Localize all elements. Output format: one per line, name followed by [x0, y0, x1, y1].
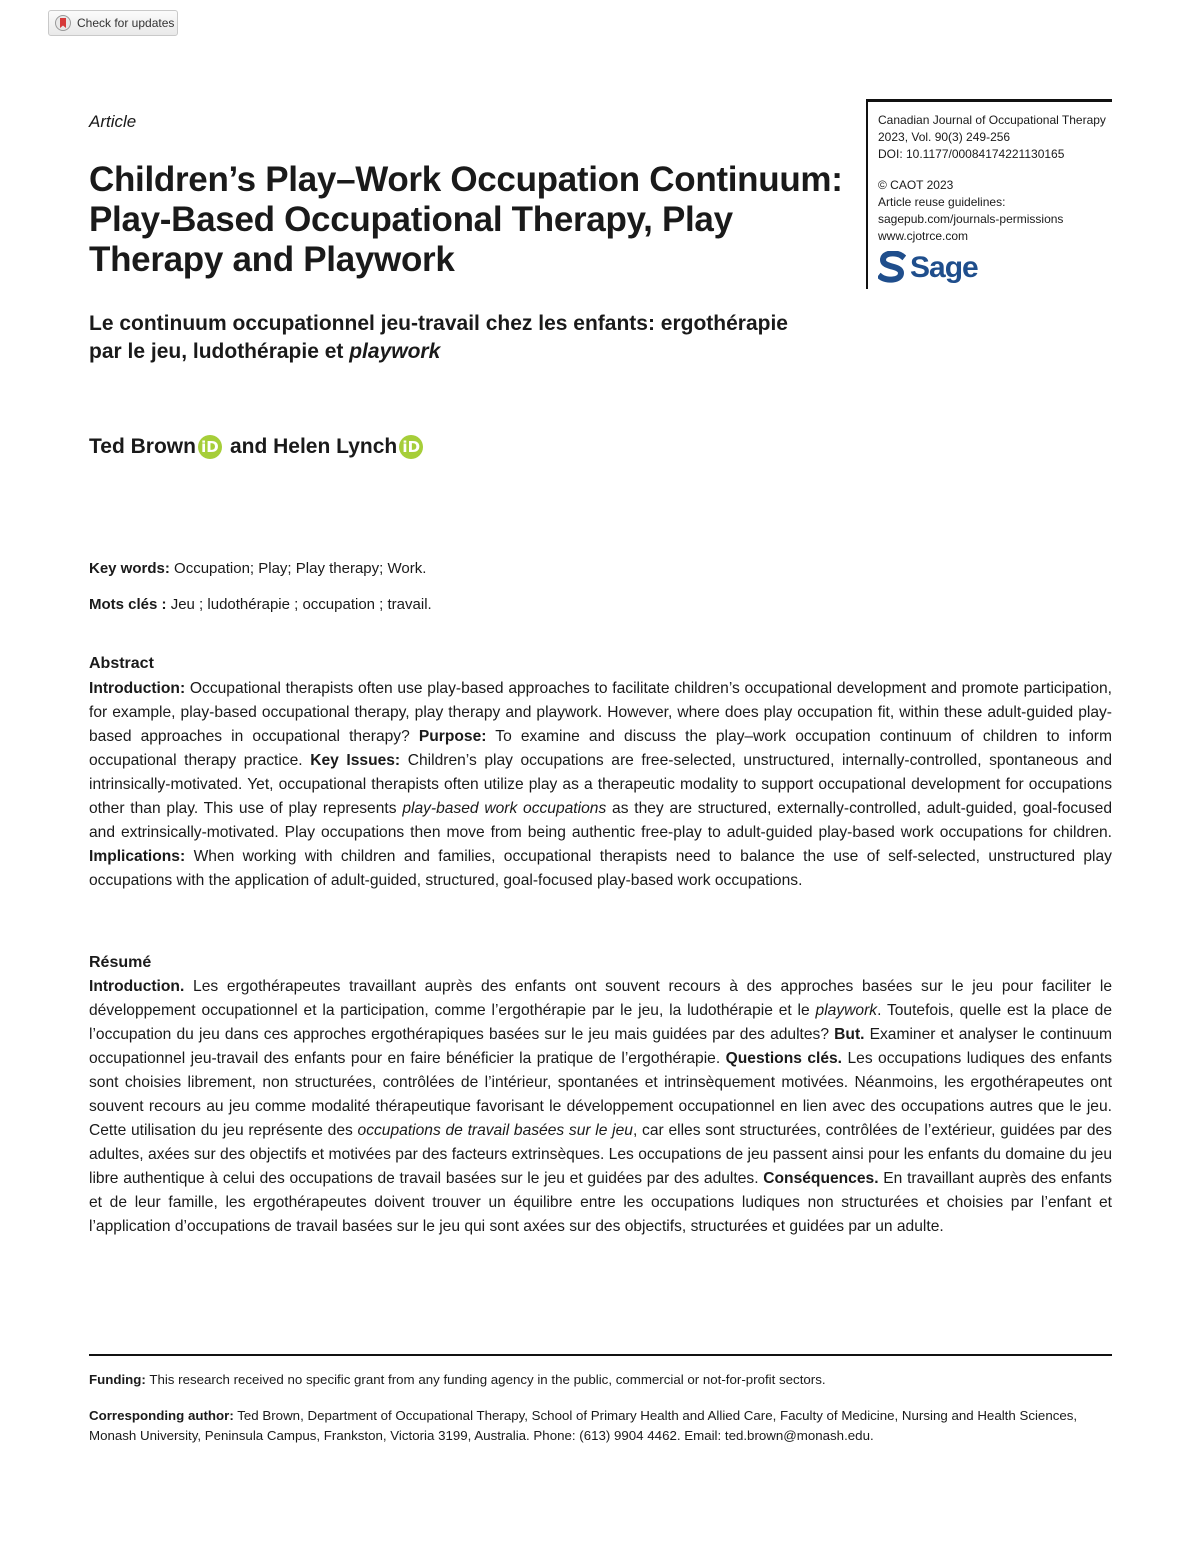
author-ted-brown: Ted Brown [89, 435, 196, 458]
french-title-line-1: Le continuum occupationnel jeu-travail chez les enfants: ergothérapie [89, 312, 788, 335]
journal-doi[interactable]: DOI: 10.1177/00084174221130165 [878, 147, 1065, 161]
funding-note [89, 1370, 1112, 1390]
journal-site-link[interactable]: www.cjotrce.com [878, 229, 969, 243]
resume-questions-text-b: , car elles sont structurées, contrôlées de l’extérieur, guidées par des adultes, axées sur des objectifs et motivées par des facteurs extrinsèques. Les occupations de jeu passent ainsi pour les enfants du domaine du jeu libre authentique à celui des occupations de travail basées sur le jeu et guidées par des adultes. [89, 1122, 1112, 1187]
keywords-en-value: Occupation; Play; Play therapy; Work. [174, 560, 427, 577]
reuse-label: Article reuse guidelines: [878, 195, 1006, 209]
resume-questions-text-a: Les occupations ludiques des enfants sont choisies librement, non structurées, contrôlées de l’intérieur, spontanées et intrinsèquement motivées. Néanmoins, les ergothérapeutes ont souvent recours au jeu comme modalité thérapeutique favorisant le développement occupationnel en lien avec des occupations autres que le jeu. Cette utilisation du jeu représente des [89, 1050, 1112, 1139]
article-title [89, 160, 869, 280]
abstract-intro-text: Occupational therapists often use play-based approaches to facilitate children’s occupational development and promote participation, for example, play-based occupational therapy, play therapy and playwork. However, where does play occupation fit, within these adult-guided play-based approaches in occupational therapy? [89, 680, 1112, 745]
check-for-updates-label: Check for updates [77, 16, 175, 30]
keywords-fr-label: Mots clés : [89, 596, 167, 613]
french-title-italic: playwork [349, 340, 441, 363]
resume-intro-italic: playwork [815, 1002, 878, 1019]
resume-but-label: But. [834, 1026, 865, 1043]
resume-intro-label: Introduction. [89, 978, 185, 995]
resume-body [89, 975, 1112, 1239]
sage-wordmark: Sage [910, 250, 978, 284]
corresponding-text: Ted Brown, Department of Occupational Therapy, School of Primary Health and Allied Care, Faculty of Medicine, Nursing and Health Sciences, Monash University, Peninsula Campus, Frankston, Victoria 3199, Australia. Phone: (613) 9904 4462. Email: ted.brown@monash.edu. [89, 1408, 1078, 1443]
abstract-issues-label: Key Issues: [310, 752, 401, 769]
keywords-fr [89, 596, 432, 613]
title-line-1: Children’s Play–Work Occupation Continuum: [89, 160, 843, 199]
resume-consequences-label: Conséquences. [763, 1170, 879, 1187]
update-badge-icon [55, 15, 71, 31]
orcid-icon[interactable]: iD [399, 435, 423, 459]
check-for-updates-button[interactable] [48, 10, 178, 36]
article-type-label: Article [89, 112, 137, 131]
copyright: © CAOT 2023 [878, 178, 954, 192]
resume-heading: Résumé [89, 954, 152, 971]
abstract-purpose-label: Purpose: [418, 728, 487, 745]
resume-consequences-text: En travaillant auprès des enfants et de leur famille, les ergothérapeutes doivent trouver un équilibre entre les occupations ludiques non structurées et choisies par l’enfant et l’application d’occupations de travail basées sur le jeu qui sont axées sur des objectifs, structurées et guidées par un adulte. [89, 1170, 1112, 1235]
journal-info [866, 99, 1112, 289]
resume-but-text: Examiner et analyser le continuum occupationnel jeu-travail des enfants pour en faire bénéficier la pratique de l’ergothérapie. [89, 1026, 1112, 1067]
abstract-issues-text-b: as they are structured, externally-controlled, adult-guided, goal-focused and extrinsically-motivated. Play occupations then move from being authentic free-play to adult-guided play-based work occupations for children. [89, 800, 1113, 841]
resume-questions-italic: occupations de travail basées sur le jeu [357, 1122, 633, 1139]
title-line-3: Therapy and Playwork [89, 240, 455, 279]
abstract-implications-label: Implications: [89, 848, 186, 865]
abstract-purpose-text: To examine and discuss the play–work occupation continuum of children to inform occupational therapy practice. [89, 728, 1112, 769]
keywords-en [89, 560, 426, 577]
abstract-issues-text-a: Children’s play occupations are free-selected, unstructured, internally-controlled, spontaneous and intrinsically-motivated. Yet, occupational therapists often utilize play as a therapeutic modality to support occupational development for occupations other than play. This use of play represents [89, 752, 1112, 817]
author-helen-lynch: and Helen Lynch [229, 435, 398, 458]
keywords-en-label: Key words: [89, 560, 170, 577]
author-list [89, 435, 431, 459]
keywords-fr-value: Jeu ; ludothérapie ; occupation ; travail. [170, 596, 432, 613]
resume-intro-text-b: . Toutefois, quelle est la place de l’occupation du jeu dans ces approches ergothérapiques basées sur le jeu mais guidées par des adultes? [89, 1002, 1112, 1043]
funding-label: Funding: [89, 1372, 146, 1387]
resume-intro-text-a: Les ergothérapeutes travaillant auprès des enfants ont souvent recours à des approches basées sur le jeu pour faciliter le développement occupationnel et la participation, comme l’ergothérapie par le jeu, la ludothérapie et le [89, 978, 1113, 1019]
abstract-intro-label: Introduction: [89, 680, 186, 697]
abstract-body [89, 677, 1112, 893]
journal-volume: 2023, Vol. 90(3) 249-256 [878, 130, 1011, 144]
abstract-issues-italic: play-based work occupations [402, 800, 607, 817]
french-title-line-2: par le jeu, ludothérapie et [89, 340, 350, 363]
resume-questions-label: Questions clés. [725, 1050, 843, 1067]
corresponding-label: Corresponding author: [89, 1408, 234, 1423]
abstract-heading: Abstract [89, 655, 154, 672]
funding-text: This research received no specific grant from any funding agency in the public, commercial or not-for-profit sectors. [149, 1372, 826, 1387]
journal-name: Canadian Journal of Occupational Therapy [878, 113, 1106, 127]
orcid-icon[interactable]: iD [198, 435, 222, 459]
reuse-link[interactable]: sagepub.com/journals-permissions [878, 212, 1064, 226]
sage-logo [878, 251, 1112, 283]
abstract-implications-text: When working with children and families, occupational therapists need to balance the use of self-selected, unstructured play occupations with the application of adult-guided, structured, goal-focused play-based work occupations. [89, 848, 1112, 889]
french-title [89, 310, 869, 366]
sage-s-icon [878, 251, 906, 283]
footer-divider [89, 1354, 1112, 1356]
title-line-2: Play-Based Occupational Therapy, Play [89, 200, 733, 239]
corresponding-author-note [89, 1406, 1112, 1446]
